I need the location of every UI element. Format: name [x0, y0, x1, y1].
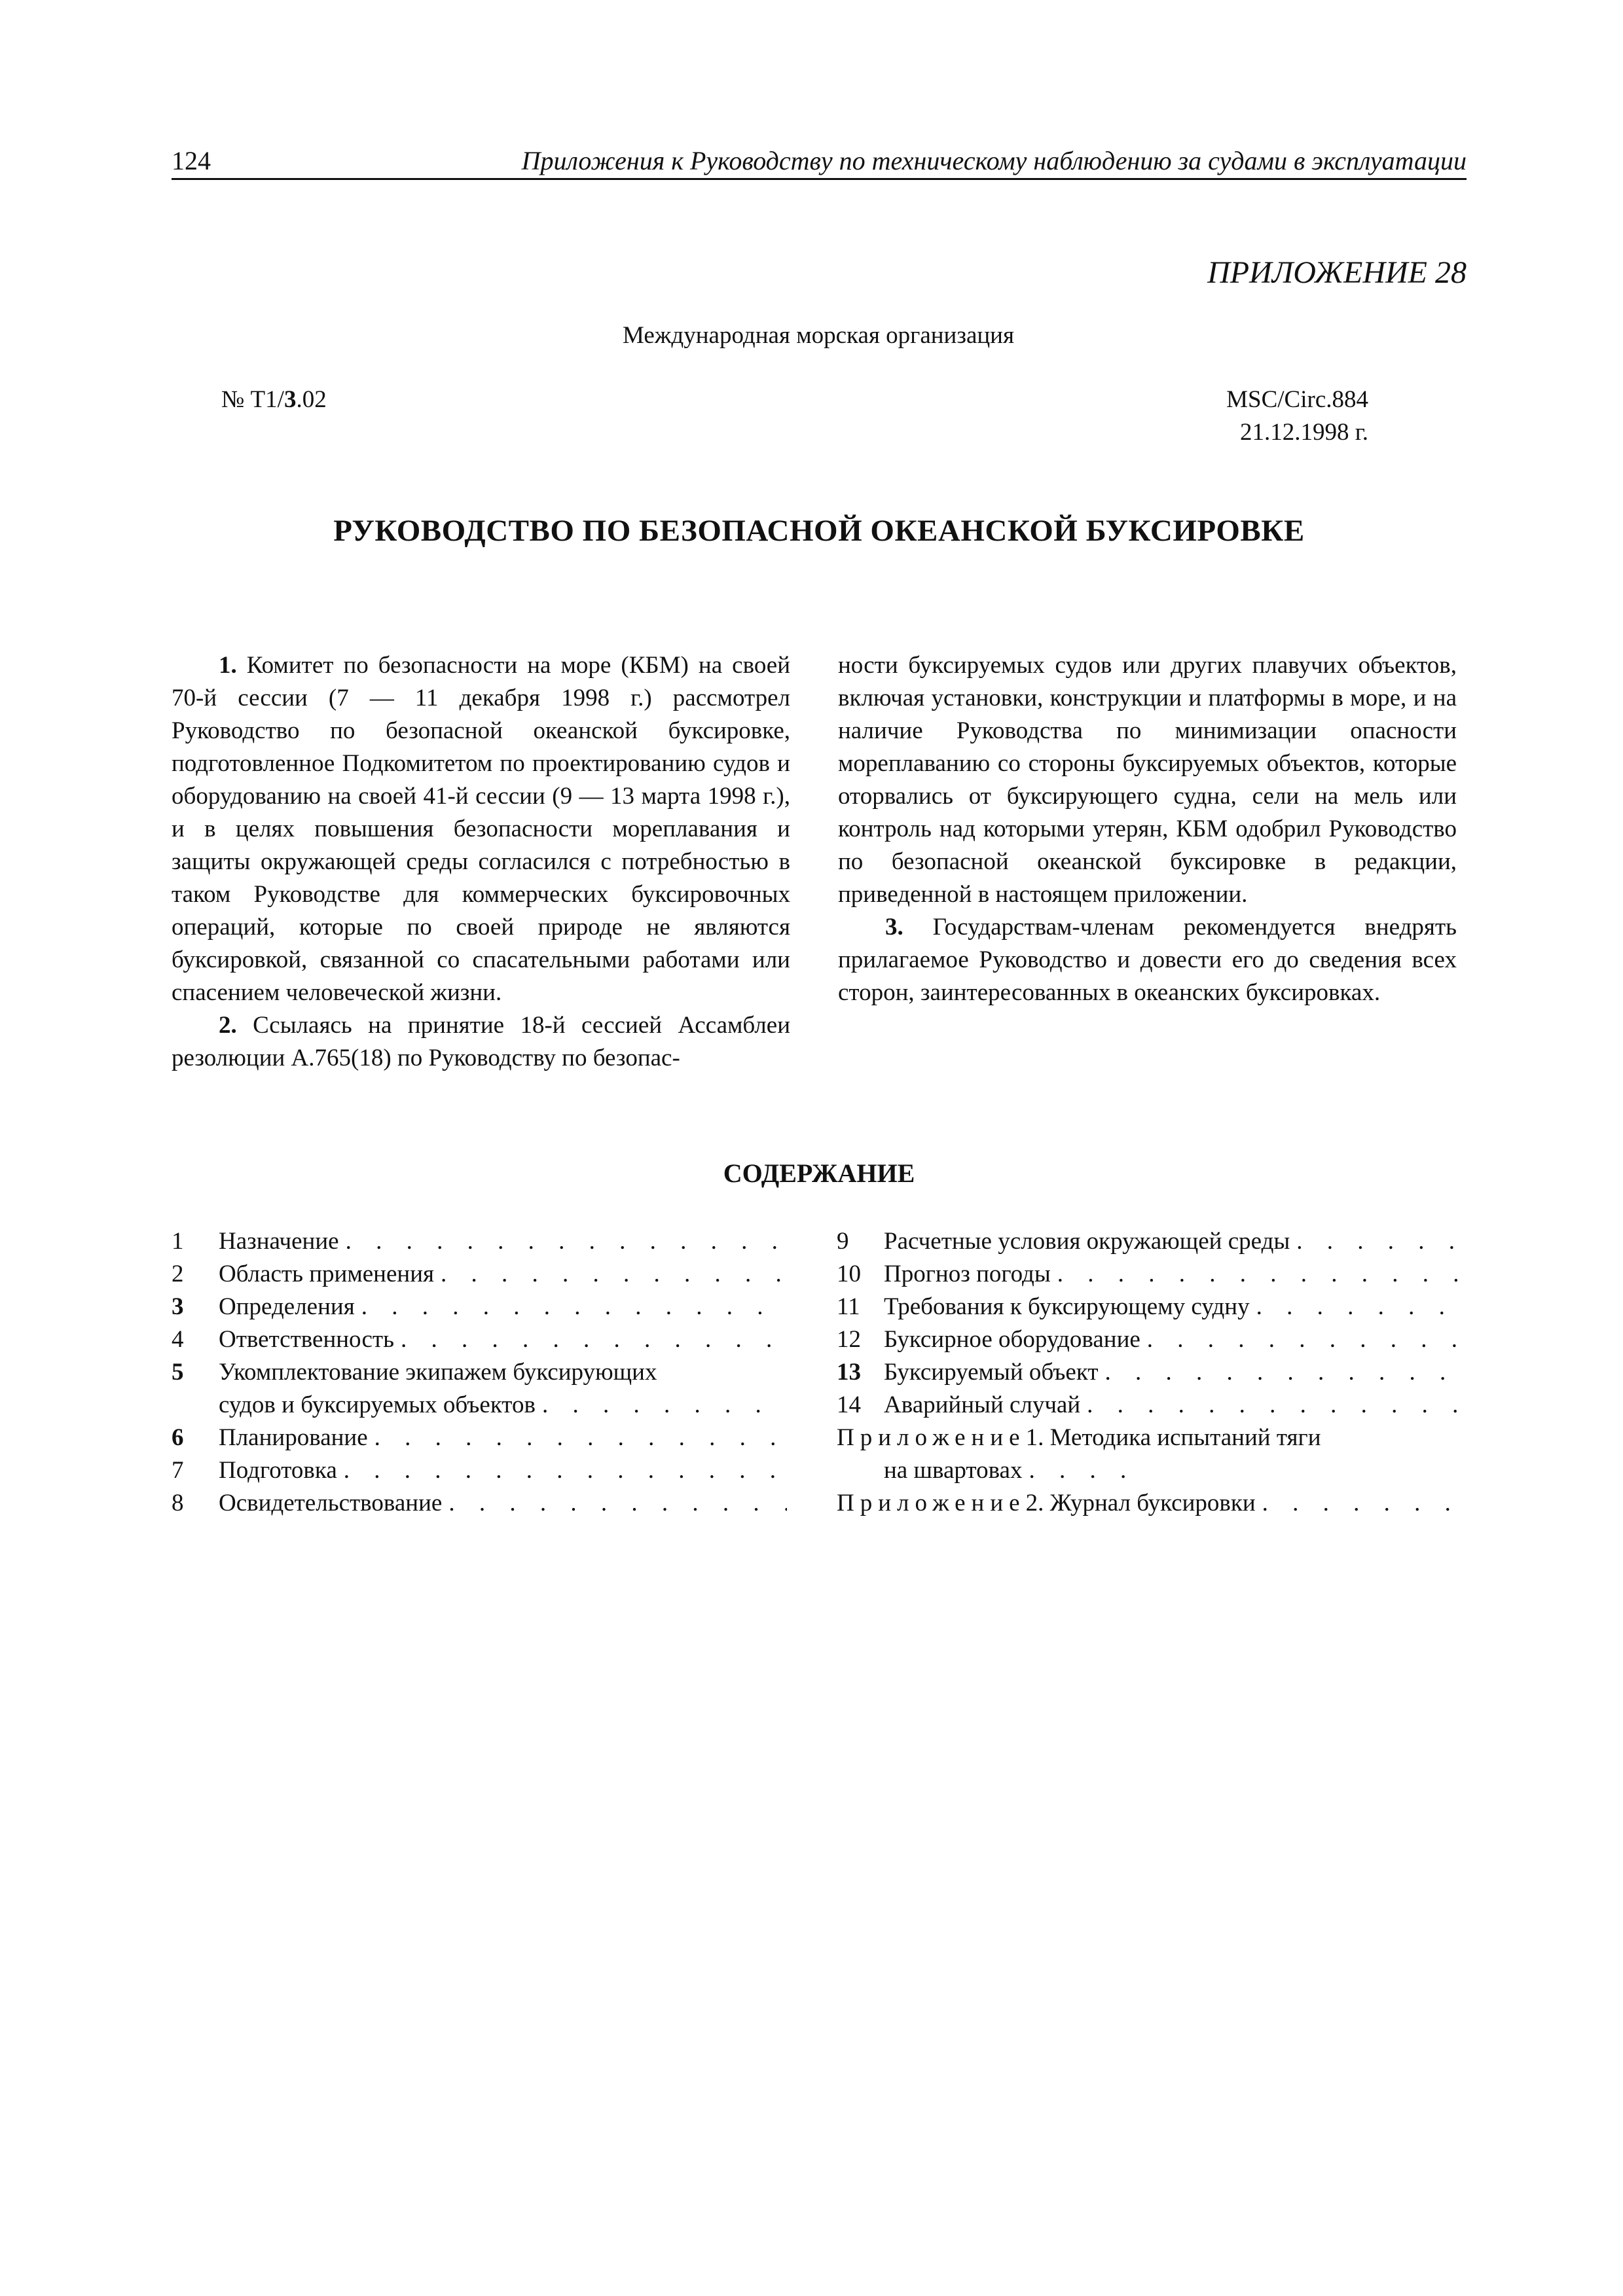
toc-leader [1022, 1454, 1133, 1487]
toc-leader [1256, 1487, 1467, 1520]
circular-code: MSC/Circ.884 [1226, 386, 1368, 413]
toc-leader [355, 1291, 787, 1323]
toc-leader [339, 1225, 787, 1258]
toc-number: 11 [837, 1293, 860, 1320]
toc-number: 3 [172, 1293, 184, 1320]
toc-number: 13 [837, 1359, 861, 1386]
organization: Международная морская организация [623, 322, 1014, 349]
toc-number: 8 [172, 1490, 184, 1516]
toc-leader [368, 1422, 787, 1454]
toc-leader [442, 1487, 787, 1520]
body-column-left [172, 649, 790, 1075]
toc-entry [837, 1389, 1467, 1422]
toc-entry [837, 1291, 1467, 1323]
doc-ref-prefix: № Т1/ [221, 386, 284, 413]
toc-leader [1140, 1323, 1467, 1356]
toc-leader [337, 1454, 787, 1487]
toc-number: 6 [172, 1424, 184, 1451]
toc-appendix-2 [837, 1487, 1467, 1520]
toc-text: Прогноз погоды [884, 1261, 1051, 1287]
toc-entry [837, 1356, 1467, 1389]
appendix-word: Приложение [837, 1490, 1026, 1516]
toc-entry [172, 1323, 787, 1356]
toc-leader [536, 1389, 787, 1422]
document-title: РУКОВОДСТВО ПО БЕЗОПАСНОЙ ОКЕАНСКОЙ БУКСИРОВКЕ [333, 514, 1305, 548]
toc-text: Подготовка [219, 1457, 337, 1484]
toc-number: 4 [172, 1326, 184, 1353]
toc-number: 9 [837, 1228, 849, 1255]
toc-number: 1 [172, 1228, 184, 1255]
toc-entry-continued [172, 1389, 787, 1422]
toc-text: Назначение [219, 1228, 339, 1255]
toc-right-column [837, 1225, 1467, 1520]
toc-entry [172, 1356, 787, 1389]
paragraph-text: Комитет по безопасности на море (КБМ) на своей 70-й сессии (7 — 11 декабря 1998 г.) рассмотрел Руководство по безопасной океанской буксировке, подготовленное Подкомитетом по проектированию судов и оборудованию на своей 41-й сессии (9 — 13 марта 1998 г.), и в целях повышения безопасности мореплавания и защиты окружающей среды согласился с потребностью в таком Руководстве для коммерческих буксировочных операций, которые по своей природе не являются буксировкой, связанной со спасательными работами или спасением человеческой жизни. [172, 652, 790, 1006]
document-reference [221, 385, 327, 415]
toc-left-column [172, 1225, 787, 1520]
toc-leader [434, 1258, 787, 1291]
toc-leader [1290, 1225, 1467, 1258]
toc-text: судов и буксируемых объектов [219, 1391, 536, 1418]
toc-text: Буксирное оборудование [884, 1326, 1140, 1353]
toc-text: Расчетные условия окружающей среды [884, 1228, 1290, 1255]
toc-number: 14 [837, 1391, 861, 1418]
header-rule [172, 178, 1467, 180]
toc-entry [172, 1454, 787, 1487]
paragraph-text: Государствам-членам рекомендуется внедрять прилагаемое Руководство и довести его до сведения всех сторон, заинтересованных в океанских буксировках. [838, 914, 1457, 1006]
toc-number: 2 [172, 1261, 184, 1287]
toc-entry [837, 1323, 1467, 1356]
appendix-word: Приложение [837, 1424, 1026, 1451]
toc-text: на швартовах [884, 1457, 1023, 1484]
toc-text: Область применения [219, 1261, 435, 1287]
doc-ref-suffix: .02 [296, 386, 327, 413]
page-number: 124 [172, 146, 211, 175]
paragraph-1 [172, 649, 790, 1009]
toc-leader [394, 1323, 787, 1356]
paragraph-number: 2. [219, 1012, 237, 1039]
toc-text: Укомплектование экипажем буксирующих [219, 1359, 657, 1386]
toc-text: Планирование [219, 1424, 368, 1451]
body-column-right [838, 649, 1457, 1009]
paragraph-2-continued: ности буксируемых судов или других плавучих объектов, включая установки, конструкции и платформы в море, и на наличие Руководства по минимизации опасности мореплаванию со стороны буксируемых объектов, которые оторвались от буксирующего судна, сели на мель или контроль над которыми утерян, КБМ одобрил Руководство по безопасной океанской буксировке в редакции, приведенной в настоящем приложении. [838, 652, 1457, 908]
paragraph-number: 1. [219, 652, 237, 679]
appendix-label: ПРИЛОЖЕНИЕ 28 [1207, 255, 1467, 290]
toc-leader [1099, 1356, 1467, 1389]
circular-date: 21.12.1998 г. [1239, 419, 1368, 446]
toc-appendix-1 [837, 1422, 1467, 1454]
toc-entry [172, 1225, 787, 1258]
toc-entry [172, 1487, 787, 1520]
toc-text: 1. Методика испытаний тяги [1025, 1424, 1321, 1451]
toc-text: 2. Журнал буксировки [1025, 1490, 1256, 1516]
doc-ref-bold: 3 [283, 386, 297, 413]
toc-text: Ответственность [219, 1326, 394, 1353]
toc-entry [837, 1225, 1467, 1258]
toc-title: СОДЕРЖАНИЕ [723, 1158, 915, 1188]
toc-number: 7 [172, 1457, 184, 1484]
toc-number: 12 [837, 1326, 861, 1353]
toc-entry [172, 1258, 787, 1291]
paragraph-text: Ссылаясь на принятие 18-й сессией Ассамблеи резолюции А.765(18) по Руководству по безопас- [172, 1012, 790, 1071]
circular-info [1113, 385, 1368, 450]
toc-text: Требования к буксирующему судну [884, 1293, 1250, 1320]
paragraph-3 [838, 911, 1457, 1009]
toc-entry [172, 1422, 787, 1454]
toc-entry [837, 1258, 1467, 1291]
toc-leader [1250, 1291, 1467, 1323]
toc-text: Освидетельствование [219, 1490, 443, 1516]
toc-text: Определения [219, 1293, 355, 1320]
toc-text: Буксируемый объект [884, 1359, 1099, 1386]
paragraph-2 [172, 1009, 790, 1075]
toc-text: Аварийный случай [884, 1391, 1081, 1418]
toc-leader [1051, 1258, 1467, 1291]
toc-number: 10 [837, 1261, 861, 1287]
toc-appendix-1-continued [837, 1454, 1467, 1487]
running-title: Приложения к Руководству по техническому наблюдению за судами в эксплуатации [521, 146, 1467, 175]
toc-number: 5 [172, 1359, 184, 1386]
paragraph-number: 3. [885, 914, 903, 941]
toc-leader [1080, 1389, 1467, 1422]
toc-entry [172, 1291, 787, 1323]
